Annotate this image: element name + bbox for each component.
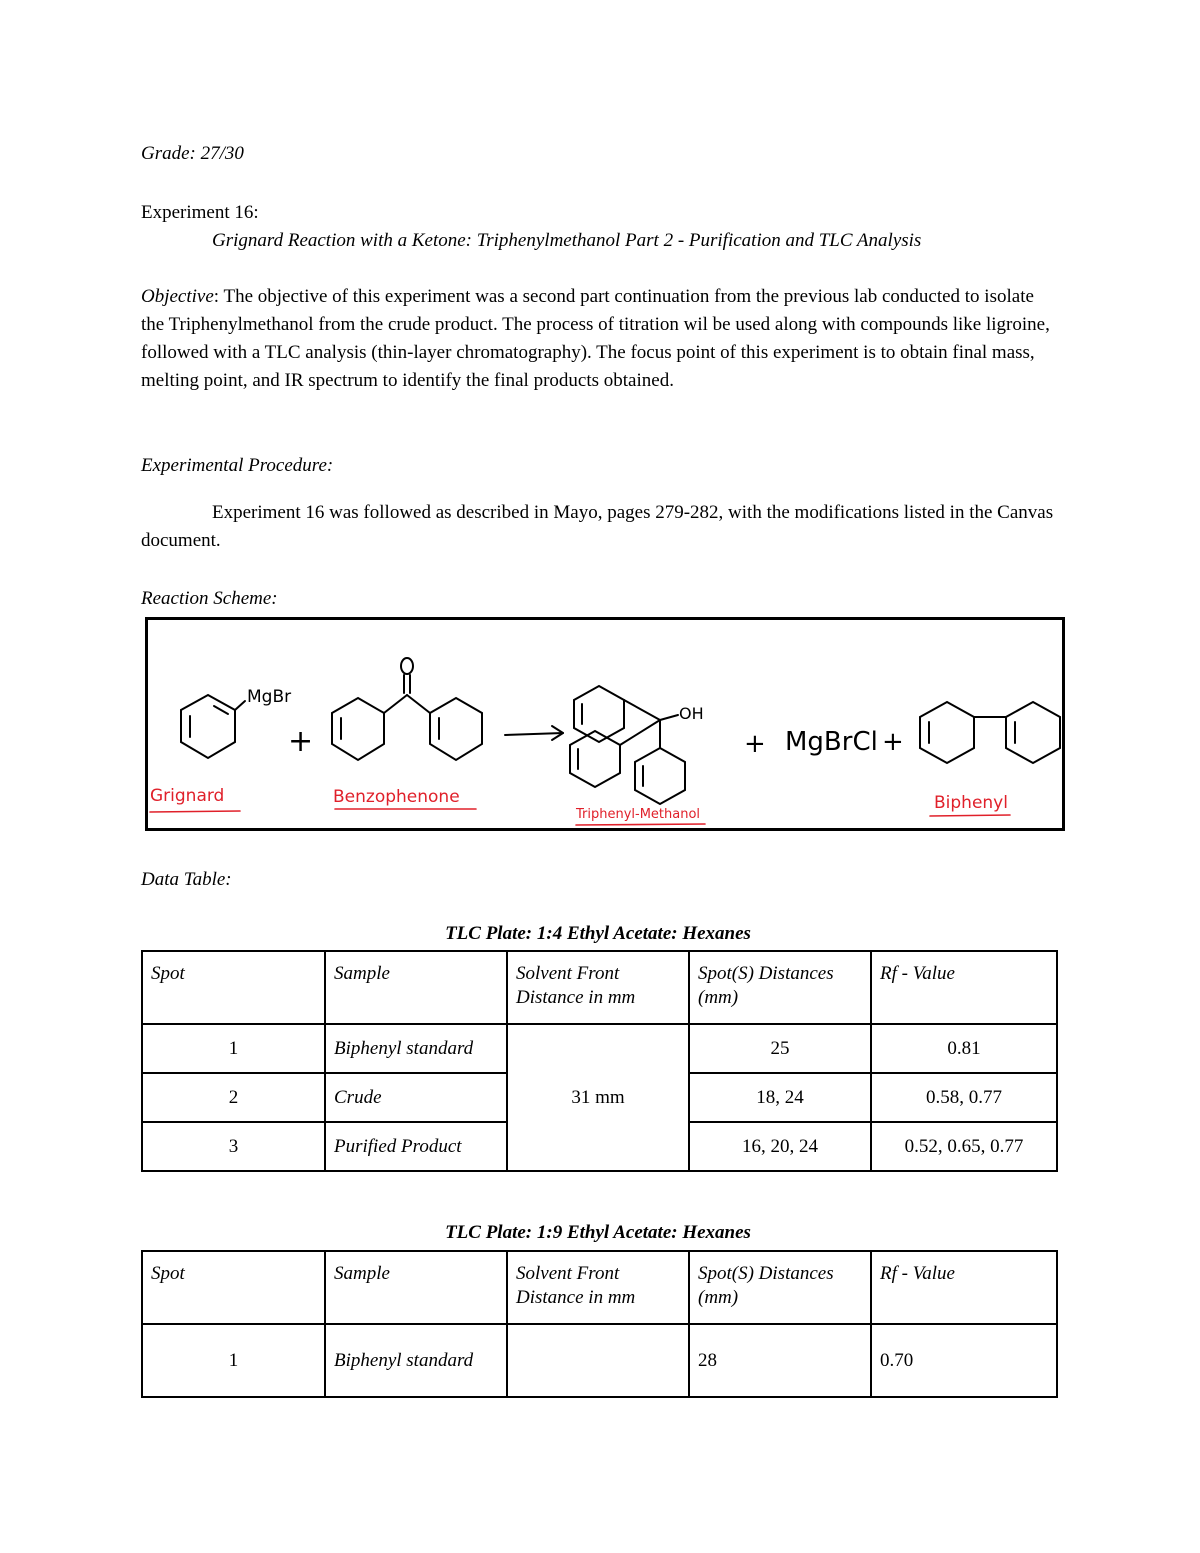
table-2-caption: TLC Plate: 1:9 Ethyl Acetate: Hexanes — [445, 1222, 751, 1243]
cell-spot: 1 — [142, 1324, 325, 1397]
reaction-scheme-figure — [145, 617, 1065, 831]
cell-distances: 28 — [689, 1324, 871, 1397]
cell-sample: Crude — [325, 1073, 507, 1122]
cell-rf: 0.81 — [871, 1024, 1057, 1073]
cell-rf: 0.58, 0.77 — [871, 1073, 1057, 1122]
triphenylmethanol-structure — [570, 686, 704, 804]
cell-spot: 2 — [142, 1073, 325, 1122]
cell-solvent-front: 31 mm — [507, 1024, 689, 1171]
cell-distances: 25 — [689, 1024, 871, 1073]
header-spot-distances: Spot(S) Distances (mm) — [689, 1251, 871, 1324]
cell-solvent-front — [507, 1324, 689, 1397]
header-solvent-front: Solvent Front Distance in mm — [507, 951, 689, 1024]
oh-label: OH — [679, 704, 704, 723]
table-1-caption: TLC Plate: 1:4 Ethyl Acetate: Hexanes — [445, 923, 751, 944]
objective-text: : The objective of this experiment was a second part continuation from the previous lab conducted to isolate the Triphenylmethanol from the crude product. The process of titration wil be used along with compounds like ligroine, followed with a TLC analysis (thin-layer chromatography). The focus point of this experiment is to obtain final mass, melting point, and IR spectrum to identify the final products obtained. — [141, 286, 1050, 391]
tlc-table-2 — [141, 1250, 1058, 1398]
reaction-scheme-heading: Reaction Scheme: — [141, 588, 278, 609]
tlc-table-1 — [141, 950, 1058, 1172]
cell-sample: Purified Product — [325, 1122, 507, 1171]
table-row — [142, 1324, 1057, 1397]
header-spot-distances: Spot(S) Distances (mm) — [689, 951, 871, 1024]
procedure-heading: Experimental Procedure: — [141, 455, 334, 476]
cell-distances: 16, 20, 24 — [689, 1122, 871, 1171]
header-solvent-front: Solvent Front Distance in mm — [507, 1251, 689, 1324]
header-rf-value: Rf - Value — [871, 1251, 1057, 1324]
plus-sign-2: + — [744, 729, 766, 759]
data-table-heading: Data Table: — [141, 869, 232, 890]
plus-sign-1: + — [288, 724, 314, 759]
grade: Grade: 27/30 — [141, 143, 244, 164]
table-header-row — [142, 951, 1057, 1024]
experiment-number: Experiment 16: — [141, 202, 259, 223]
cell-rf: 0.70 — [871, 1324, 1057, 1397]
plus-sign-3: + — [882, 727, 904, 757]
phenylmagnesium-bromide-structure — [181, 687, 291, 758]
procedure-text: Experiment 16 was followed as described in Mayo, pages 279-282, with the modifications listed in the Canvas document. — [141, 502, 1054, 551]
grignard-label: Grignard — [150, 786, 225, 806]
table-header-row — [142, 1251, 1057, 1324]
benzophenone-label: Benzophenone — [333, 787, 460, 807]
experiment-title: Grignard Reaction with a Ketone: Triphenylmethanol Part 2 - Purification and TLC Analysis — [212, 230, 922, 251]
biphenyl-label: Biphenyl — [934, 793, 1008, 813]
objective-label: Objective — [141, 286, 214, 307]
cell-rf: 0.52, 0.65, 0.77 — [871, 1122, 1057, 1171]
header-rf-value: Rf - Value — [871, 951, 1057, 1024]
cell-sample: Biphenyl standard — [325, 1024, 507, 1073]
cell-distances: 18, 24 — [689, 1073, 871, 1122]
mgbr-label: MgBr — [247, 687, 292, 707]
objective-paragraph — [141, 283, 1056, 395]
cell-spot: 3 — [142, 1122, 325, 1171]
header-spot: Spot — [142, 951, 325, 1024]
header-sample: Sample — [325, 1251, 507, 1324]
table-row — [142, 1024, 1057, 1073]
biphenyl-structure — [920, 702, 1060, 763]
mgbrcl-label: MgBrCl — [785, 727, 878, 757]
header-spot: Spot — [142, 1251, 325, 1324]
cell-spot: 1 — [142, 1024, 325, 1073]
reaction-arrow — [505, 726, 563, 740]
benzophenone-structure — [332, 658, 482, 760]
cell-sample: Biphenyl standard — [325, 1324, 507, 1397]
triphenylmethanol-label: Triphenyl-Methanol — [576, 807, 701, 822]
header-sample: Sample — [325, 951, 507, 1024]
